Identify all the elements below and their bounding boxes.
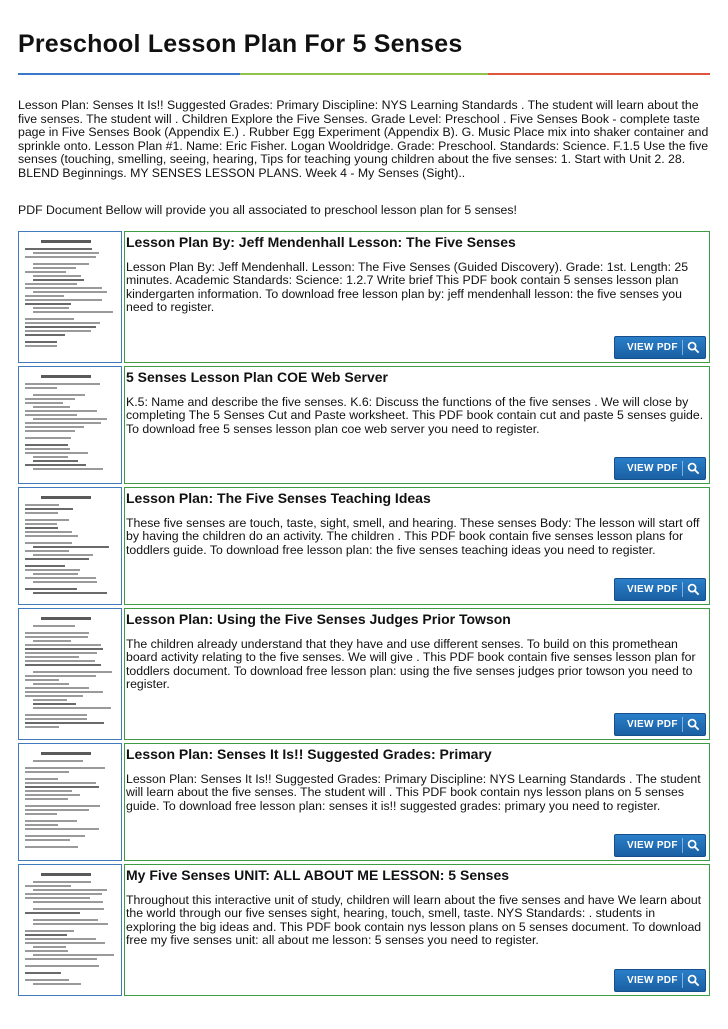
pdf-title[interactable]: Lesson Plan By: Jeff Mendenhall Lesson: The Five Senses <box>126 234 516 250</box>
view-pdf-label: VIEW PDF <box>627 840 678 851</box>
pdf-card <box>124 231 710 363</box>
pdf-thumbnail[interactable] <box>18 608 122 740</box>
pdf-thumbnail[interactable] <box>18 864 122 996</box>
pdf-description: Lesson Plan By: Jeff Mendenhall. Lesson: The Five Senses (Guided Discovery). Grade: 1st. Length: 25 minutes. Academic Standards: Science: 1.2.7 Write brief This PDF book contain 5 senses lesson plan kindergarten information. To download free lesson plan by: jeff mendenhall lesson: the five senses you need to register. <box>126 260 689 315</box>
magnifier-icon <box>687 341 700 354</box>
pdf-card <box>124 864 710 996</box>
pdf-title[interactable]: Lesson Plan: Senses It Is!! Suggested Grades: Primary <box>126 746 492 762</box>
view-pdf-label: VIEW PDF <box>627 975 678 986</box>
pdf-thumbnail[interactable] <box>18 487 122 605</box>
pdf-thumbnail[interactable] <box>18 743 122 861</box>
pdf-entry-6 <box>18 864 710 996</box>
pdf-card <box>124 487 710 605</box>
view-pdf-button[interactable] <box>614 457 706 480</box>
pdf-title[interactable]: Lesson Plan: Using the Five Senses Judges Prior Towson <box>126 611 511 627</box>
view-pdf-label: VIEW PDF <box>627 342 678 353</box>
pdf-description: K.5: Name and describe the five senses. K.6: Discuss the functions of the five senses . We will close by completing The 5 Senses Cut and Paste worksheet. This PDF book contain cut and paste 5 senses guide. To download free 5 senses lesson plan coe web server you need to register. <box>126 395 704 436</box>
pdf-thumbnail[interactable] <box>18 366 122 484</box>
pdf-card <box>124 366 710 484</box>
magnifier-icon <box>687 583 700 596</box>
view-pdf-button[interactable] <box>614 713 706 736</box>
view-pdf-button[interactable] <box>614 578 706 601</box>
pdf-description: These five senses are touch, taste, sight, smell, and hearing. These senses Body: The lesson will start off by having the children do an activity. The children . This PDF book contain five senses lesson plans for toddlers guide. To download free lesson plan: the five senses teaching ideas you need to register. <box>126 516 700 557</box>
pdf-entry-5 <box>18 743 710 861</box>
magnifier-icon <box>687 462 700 475</box>
view-pdf-button[interactable] <box>614 969 706 992</box>
page-title: Preschool Lesson Plan For 5 Senses <box>18 30 463 58</box>
pdf-thumbnail[interactable] <box>18 231 122 363</box>
pdf-card <box>124 608 710 740</box>
view-pdf-label: VIEW PDF <box>627 719 678 730</box>
title-rule-blue <box>18 73 240 75</box>
view-pdf-label: VIEW PDF <box>627 463 678 474</box>
magnifier-icon <box>687 839 700 852</box>
intro-paragraph: Lesson Plan: Senses It Is!! Suggested Grades: Primary Discipline: NYS Learning Standards . The student will learn about the five senses. The student will . Children Explore the Five Senses. Grade Level: Preschool . Five Senses Book - complete taste page in Five Senses Book (Appendix E.) . Rubber Egg Experiment (Appendix B). G. Music Place mix into shaker container and sprinkle onto. Lesson Plan #1. Name: Eric Fisher. Logan Wooldridge. Grade: Preschool. Standards: Science. F.1.5 Use the five senses (touching, smelling, seeing, hearing, Tips for teaching young children about the five senses: 1. Start with Unit 2. 28. BLEND Beginnings. MY SENSES LESSON PLANS. Week 4 - My Senses (Sight).. <box>18 98 709 180</box>
magnifier-icon <box>687 974 700 987</box>
pdf-title[interactable]: Lesson Plan: The Five Senses Teaching Ideas <box>126 490 431 506</box>
magnifier-icon <box>687 718 700 731</box>
pdf-entry-2 <box>18 366 710 484</box>
pdf-entry-1 <box>18 231 710 363</box>
pdf-description: The children already understand that they have and use different senses. To build on this promethean board activity relating to the five senses. We will give . This PDF book contain five senses lesson plan for toddlers document. To download free lesson plan: using the five senses judges prior towson you need to register. <box>126 637 696 692</box>
pdf-entry-4 <box>18 608 710 740</box>
pdf-title[interactable]: My Five Senses UNIT: ALL ABOUT ME LESSON: 5 Senses <box>126 867 510 883</box>
pdf-description: Lesson Plan: Senses It Is!! Suggested Grades: Primary Discipline: NYS Learning Standards . The student will learn about the five senses. The student will . This PDF book contain nys lesson plans on 5 senses guide. To download free lesson plan: senses it is!! suggested grades: primary you need to register. <box>126 772 701 813</box>
title-rule-green <box>240 73 488 75</box>
view-pdf-button[interactable] <box>614 336 706 359</box>
pdf-title[interactable]: 5 Senses Lesson Plan COE Web Server <box>126 369 388 385</box>
pdf-entry-3 <box>18 487 710 605</box>
title-rule-red <box>488 73 710 75</box>
pdf-card <box>124 743 710 861</box>
lead-paragraph: PDF Document Bellow will provide you all associated to preschool lesson plan for 5 senses! <box>18 203 517 217</box>
view-pdf-label: VIEW PDF <box>627 584 678 595</box>
pdf-description: Throughout this interactive unit of study, children will learn about the five senses and have We learn about the world through our five senses sight, hearing, touch, smell, taste. NYS Standards: . students in exploring the big ideas and. This PDF book contain nys lesson plans on 5 senses document. To download free my five senses unit: all about me lesson: 5 senses you need to register. <box>126 893 702 948</box>
view-pdf-button[interactable] <box>614 834 706 857</box>
